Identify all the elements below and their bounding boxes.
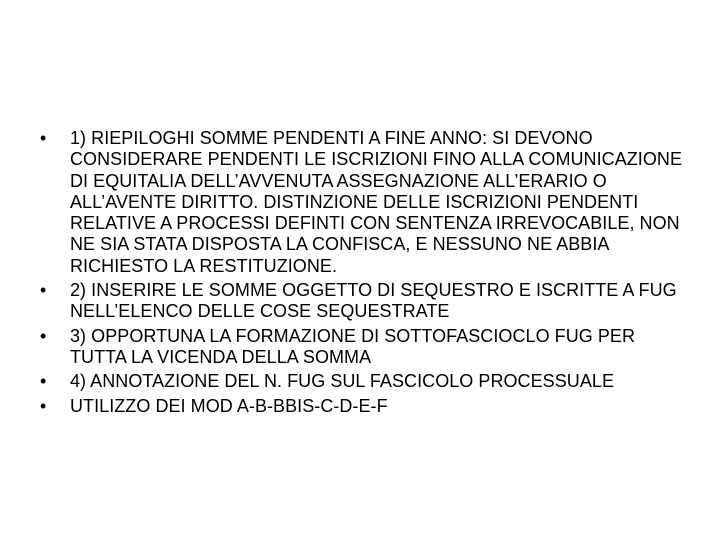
bullet-text: 2) INSERIRE LE SOMME OGGETTO DI SEQUESTRO E ISCRITTE A FUG NELL’ELENCO DELLE COSE SEQUESTRATE	[70, 280, 677, 322]
bullet-marker: •	[40, 280, 47, 301]
bullet-text: 4) ANNOTAZIONE DEL N. FUG SUL FASCICOLO PROCESSUALE	[70, 371, 614, 392]
bullet-text: 1) RIEPILOGHI SOMME PENDENTI A FINE ANNO: SI DEVONO CONSIDERARE PENDENTI LE ISCRIZIONI FINO ALLA COMUNICAZIONE DI EQUITALIA DELL’AVVENUTA ASSEGNAZIONE ALL’ERARIO O ALL’AVENTE DIRITTO. DISTINZIONE DELLE ISCRIZIONI PENDENTI RELATIVE A PROCESSI DEFINTI CON SENTENZA IRREVOCABILE, NON NE SIA STATA DISPOSTA LA CONFISCA, E NESSUNO NE ABBIA RICHIESTO LA RESTITUZIONE.	[70, 128, 682, 276]
list-item	[36, 396, 686, 417]
bullet-text: 3) OPPORTUNA LA FORMAZIONE DI SOTTOFASCIOCLO FUG PER TUTTA LA VICENDA DELLA SOMMA	[70, 325, 636, 367]
list-item	[36, 280, 686, 323]
bullet-marker: •	[40, 128, 47, 148]
bullet-marker: •	[40, 395, 47, 416]
list-item	[36, 371, 686, 392]
bullet-marker: •	[40, 371, 47, 392]
bullet-list	[36, 128, 686, 417]
bullet-marker: •	[40, 325, 47, 346]
slide-body	[36, 128, 686, 420]
bullet-text: UTILIZZO DEI MOD A-B-BBIS-C-D-E-F	[70, 395, 388, 416]
list-item	[36, 326, 686, 369]
list-item	[36, 128, 686, 277]
